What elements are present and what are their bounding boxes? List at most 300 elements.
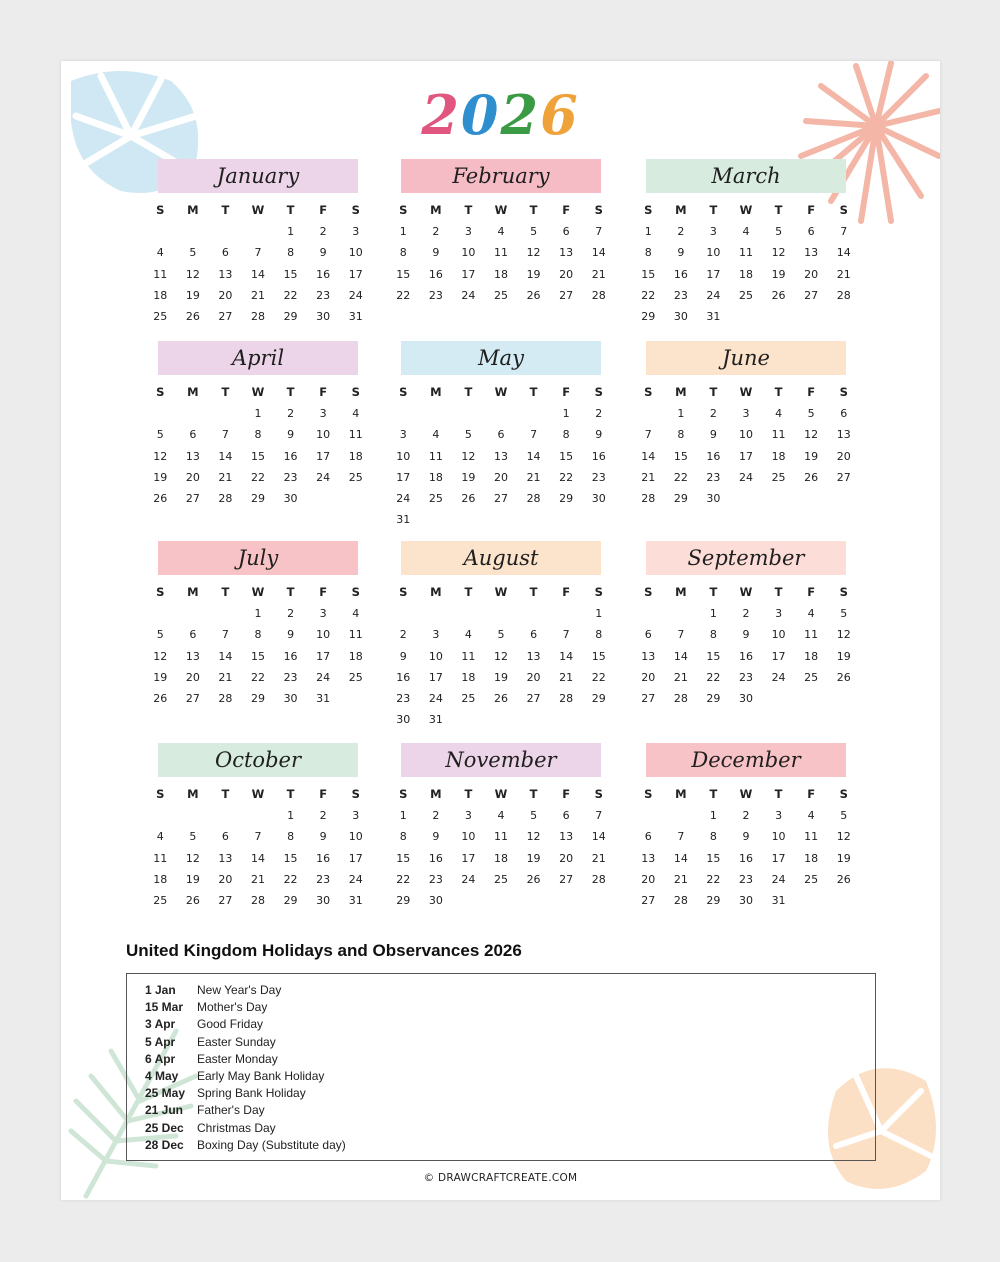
day-cell: 22 — [559, 470, 574, 484]
year-digit: 6 — [540, 83, 580, 147]
empty-cell — [420, 403, 453, 424]
weekday-header: S — [594, 585, 603, 599]
holiday-row — [127, 1016, 875, 1033]
month-december — [641, 743, 851, 911]
day-cell: 2 — [287, 407, 295, 420]
day-cell: 23 — [396, 692, 411, 706]
day-cell: 22 — [706, 872, 721, 886]
empty-cell — [144, 805, 177, 826]
day-cell: 28 — [559, 692, 574, 706]
holiday-date: 15 Mar — [145, 1000, 184, 1015]
day-cell: 21 — [218, 670, 233, 684]
day-cell: 3 — [352, 225, 360, 238]
weekday-header: W — [494, 385, 508, 399]
day-cell: 12 — [461, 449, 476, 463]
day-cell: 20 — [185, 670, 200, 684]
month-name: September — [646, 541, 846, 575]
empty-cell — [632, 805, 665, 826]
day-cell: 2 — [709, 407, 717, 420]
day-cell: 14 — [218, 649, 233, 663]
day-cell: 2 — [742, 607, 750, 620]
day-cell: 20 — [641, 872, 656, 886]
day-grid — [632, 581, 860, 709]
day-cell: 11 — [428, 449, 443, 463]
weekday-header: S — [399, 585, 408, 599]
day-cell: 25 — [461, 692, 476, 706]
day-cell: 23 — [673, 288, 688, 302]
day-cell: 12 — [185, 267, 200, 281]
day-cell: 31 — [348, 310, 363, 324]
weekday-header: T — [774, 203, 783, 217]
day-cell: 9 — [709, 428, 717, 442]
day-cell: 19 — [804, 449, 819, 463]
day-cell: 29 — [591, 692, 606, 706]
day-cell: 27 — [526, 692, 541, 706]
weekday-header: F — [562, 203, 571, 217]
day-cell: 16 — [283, 649, 298, 663]
day-cell: 19 — [526, 851, 541, 865]
day-cell: 16 — [396, 670, 411, 684]
weekday-header: W — [251, 787, 265, 801]
month-name: June — [646, 341, 846, 375]
weekday-header: T — [286, 585, 295, 599]
empty-cell — [209, 805, 242, 826]
day-cell: 9 — [399, 649, 407, 663]
weekday-header: S — [399, 203, 408, 217]
day-cell: 7 — [595, 809, 603, 822]
day-cell: 2 — [399, 628, 407, 642]
day-cell: 29 — [673, 492, 688, 506]
day-cell: 11 — [493, 246, 508, 260]
holiday-row — [127, 1051, 875, 1068]
day-cell: 31 — [428, 713, 443, 727]
day-cell: 29 — [396, 894, 411, 908]
weekday-header: W — [494, 585, 508, 599]
month-name: January — [158, 159, 358, 193]
day-cell: 8 — [595, 628, 603, 642]
day-cell: 28 — [250, 894, 265, 908]
month-name: March — [646, 159, 846, 193]
empty-cell — [144, 221, 177, 242]
empty-cell — [144, 603, 177, 624]
weekday-header: W — [739, 787, 753, 801]
holiday-date: 25 Dec — [145, 1120, 184, 1135]
empty-cell — [177, 603, 210, 624]
day-cell: 8 — [287, 830, 295, 844]
day-cell: 8 — [399, 830, 407, 844]
empty-cell — [517, 603, 550, 624]
weekday-header: T — [529, 385, 538, 399]
holidays-list — [126, 973, 876, 1161]
day-cell: 31 — [396, 513, 411, 527]
day-cell: 27 — [559, 872, 574, 886]
holiday-name: Spring Bank Holiday — [197, 1086, 306, 1101]
day-cell: 2 — [319, 225, 327, 238]
day-cell: 10 — [706, 246, 721, 260]
day-cell: 23 — [428, 288, 443, 302]
day-cell: 28 — [673, 692, 688, 706]
day-cell: 3 — [464, 225, 472, 238]
empty-cell — [177, 221, 210, 242]
day-cell: 13 — [836, 428, 851, 442]
day-cell: 19 — [526, 267, 541, 281]
day-cell: 14 — [559, 649, 574, 663]
day-cell: 13 — [493, 449, 508, 463]
weekday-header: W — [251, 385, 265, 399]
day-cell: 11 — [348, 628, 363, 642]
day-cell: 5 — [530, 225, 538, 238]
weekday-header: T — [529, 787, 538, 801]
day-cell: 24 — [771, 872, 786, 886]
day-cell: 18 — [493, 267, 508, 281]
day-cell: 26 — [804, 470, 819, 484]
weekday-header: S — [156, 787, 165, 801]
day-cell: 17 — [396, 470, 411, 484]
day-cell: 22 — [250, 670, 265, 684]
empty-cell — [420, 603, 453, 624]
day-cell: 7 — [254, 246, 262, 260]
holiday-row — [127, 982, 875, 999]
weekday-header: S — [351, 787, 360, 801]
day-cell: 24 — [348, 872, 363, 886]
day-grid — [144, 581, 372, 709]
holiday-date: 28 Dec — [145, 1137, 184, 1152]
weekday-header: T — [221, 385, 230, 399]
day-cell: 17 — [706, 267, 721, 281]
month-name: November — [401, 743, 601, 777]
day-cell: 5 — [189, 246, 197, 260]
month-name: July — [158, 541, 358, 575]
day-cell: 25 — [493, 872, 508, 886]
day-cell: 4 — [497, 225, 505, 238]
day-cell: 15 — [673, 449, 688, 463]
day-cell: 25 — [153, 894, 168, 908]
day-cell: 19 — [185, 872, 200, 886]
day-cell: 31 — [771, 894, 786, 908]
day-cell: 21 — [673, 872, 688, 886]
weekday-header: T — [221, 203, 230, 217]
day-cell: 25 — [348, 470, 363, 484]
weekday-header: M — [430, 787, 442, 801]
day-cell: 12 — [153, 449, 168, 463]
day-cell: 30 — [283, 692, 298, 706]
day-cell: 14 — [673, 649, 688, 663]
weekday-header: M — [675, 585, 687, 599]
day-cell: 28 — [591, 872, 606, 886]
day-cell: 16 — [738, 649, 753, 663]
holiday-row — [127, 999, 875, 1016]
weekday-header: M — [675, 385, 687, 399]
empty-cell — [550, 603, 583, 624]
day-cell: 18 — [153, 872, 168, 886]
day-cell: 7 — [677, 830, 685, 844]
day-cell: 15 — [706, 851, 721, 865]
day-cell: 21 — [591, 851, 606, 865]
empty-cell — [209, 403, 242, 424]
day-cell: 14 — [836, 246, 851, 260]
holiday-name: Early May Bank Holiday — [197, 1068, 325, 1083]
day-cell: 26 — [461, 492, 476, 506]
weekday-header: F — [807, 385, 816, 399]
day-cell: 2 — [677, 225, 685, 238]
day-cell: 4 — [807, 607, 815, 620]
weekday-header: T — [286, 385, 295, 399]
weekday-header: F — [562, 585, 571, 599]
day-cell: 24 — [461, 288, 476, 302]
day-cell: 29 — [706, 894, 721, 908]
day-cell: 1 — [644, 225, 652, 238]
day-cell: 30 — [316, 894, 331, 908]
day-cell: 3 — [432, 628, 440, 642]
day-cell: 20 — [493, 470, 508, 484]
day-cell: 1 — [709, 607, 717, 620]
day-cell: 28 — [218, 492, 233, 506]
day-cell: 15 — [591, 649, 606, 663]
day-cell: 6 — [840, 407, 848, 420]
weekday-header: F — [562, 787, 571, 801]
day-cell: 8 — [399, 246, 407, 260]
day-cell: 5 — [840, 809, 848, 822]
day-cell: 25 — [493, 288, 508, 302]
day-cell: 28 — [250, 310, 265, 324]
day-cell: 23 — [738, 670, 753, 684]
holiday-date: 1 Jan — [145, 983, 176, 997]
weekday-header: F — [319, 385, 328, 399]
day-cell: 7 — [644, 428, 652, 442]
day-cell: 20 — [526, 670, 541, 684]
day-cell: 22 — [706, 670, 721, 684]
holiday-name: Father's Day — [197, 1103, 265, 1118]
empty-cell — [452, 603, 485, 624]
day-cell: 12 — [836, 830, 851, 844]
holiday-row — [127, 1137, 875, 1154]
year-digit: 2 — [421, 83, 461, 147]
day-cell: 11 — [348, 428, 363, 442]
day-cell: 14 — [591, 246, 606, 260]
weekday-header: S — [351, 203, 360, 217]
day-cell: 26 — [185, 894, 200, 908]
day-cell: 3 — [775, 607, 783, 620]
day-cell: 9 — [319, 246, 327, 260]
day-cell: 21 — [836, 267, 851, 281]
month-august — [396, 541, 606, 731]
day-cell: 18 — [153, 288, 168, 302]
month-name: April — [158, 341, 358, 375]
day-cell: 1 — [399, 225, 407, 238]
day-cell: 6 — [497, 428, 505, 442]
holiday-name: Easter Sunday — [197, 1034, 276, 1049]
day-cell: 8 — [677, 428, 685, 442]
day-cell: 9 — [742, 628, 750, 642]
day-cell: 14 — [641, 449, 656, 463]
day-cell: 18 — [493, 851, 508, 865]
weekday-header: F — [807, 585, 816, 599]
weekday-header: T — [221, 585, 230, 599]
day-cell: 21 — [250, 288, 265, 302]
day-cell: 10 — [771, 830, 786, 844]
day-cell: 25 — [804, 872, 819, 886]
empty-cell — [632, 403, 665, 424]
month-july — [153, 541, 363, 709]
day-cell: 4 — [352, 407, 360, 420]
day-cell: 4 — [432, 428, 440, 442]
day-cell: 21 — [591, 267, 606, 281]
weekday-header: T — [464, 385, 473, 399]
day-cell: 10 — [738, 428, 753, 442]
holiday-row — [127, 1034, 875, 1051]
day-cell: 10 — [396, 449, 411, 463]
weekday-header: F — [319, 203, 328, 217]
holiday-name: Christmas Day — [197, 1120, 276, 1135]
day-cell: 6 — [562, 225, 570, 238]
day-cell: 12 — [153, 649, 168, 663]
weekday-header: T — [286, 203, 295, 217]
weekday-header: W — [494, 787, 508, 801]
day-cell: 21 — [559, 670, 574, 684]
day-cell: 15 — [641, 267, 656, 281]
month-may — [396, 341, 606, 531]
day-cell: 19 — [153, 670, 168, 684]
day-cell: 10 — [428, 649, 443, 663]
month-september — [641, 541, 851, 709]
day-cell: 4 — [464, 628, 472, 642]
weekday-header: S — [644, 203, 653, 217]
month-june — [641, 341, 851, 509]
day-cell: 3 — [399, 428, 407, 442]
month-march — [641, 159, 851, 327]
empty-cell — [209, 221, 242, 242]
day-cell: 5 — [775, 225, 783, 238]
empty-cell — [242, 805, 275, 826]
day-cell: 26 — [771, 288, 786, 302]
weekday-header: S — [399, 385, 408, 399]
holiday-date: 4 May — [145, 1068, 179, 1083]
day-cell: 23 — [428, 872, 443, 886]
day-cell: 3 — [775, 809, 783, 822]
holiday-date: 6 Apr — [145, 1051, 176, 1066]
day-cell: 4 — [742, 225, 750, 238]
day-cell: 7 — [221, 628, 229, 642]
weekday-header: F — [319, 787, 328, 801]
weekday-header: W — [251, 203, 265, 217]
day-cell: 7 — [562, 628, 570, 642]
weekday-header: S — [839, 585, 848, 599]
weekday-header: T — [286, 787, 295, 801]
day-cell: 17 — [316, 649, 331, 663]
day-cell: 5 — [156, 428, 164, 442]
weekday-header: S — [399, 787, 408, 801]
day-grid — [144, 381, 372, 509]
day-cell: 30 — [673, 310, 688, 324]
day-cell: 25 — [348, 670, 363, 684]
weekday-header: T — [529, 585, 538, 599]
day-cell: 17 — [738, 449, 753, 463]
day-cell: 7 — [254, 830, 262, 844]
day-cell: 11 — [804, 628, 819, 642]
weekday-header: M — [430, 585, 442, 599]
day-cell: 29 — [706, 692, 721, 706]
day-cell: 29 — [283, 310, 298, 324]
day-cell: 27 — [185, 492, 200, 506]
weekday-header: W — [739, 385, 753, 399]
day-cell: 5 — [530, 809, 538, 822]
day-cell: 9 — [432, 830, 440, 844]
day-cell: 24 — [316, 470, 331, 484]
holiday-row — [127, 1102, 875, 1119]
empty-cell — [177, 403, 210, 424]
month-november — [396, 743, 606, 911]
month-name: December — [646, 743, 846, 777]
day-cell: 6 — [644, 830, 652, 844]
day-cell: 27 — [804, 288, 819, 302]
day-cell: 14 — [591, 830, 606, 844]
day-cell: 9 — [287, 628, 295, 642]
weekday-header: M — [187, 385, 199, 399]
day-cell: 11 — [804, 830, 819, 844]
weekday-header: T — [774, 585, 783, 599]
day-cell: 10 — [348, 246, 363, 260]
day-cell: 11 — [771, 428, 786, 442]
day-cell: 19 — [771, 267, 786, 281]
day-cell: 13 — [804, 246, 819, 260]
day-cell: 13 — [218, 267, 233, 281]
day-cell: 31 — [706, 310, 721, 324]
empty-cell — [387, 603, 420, 624]
weekday-header: T — [529, 203, 538, 217]
month-february — [396, 159, 606, 306]
day-cell: 17 — [771, 649, 786, 663]
day-cell: 11 — [738, 246, 753, 260]
day-cell: 8 — [709, 830, 717, 844]
day-cell: 1 — [595, 607, 603, 620]
day-cell: 3 — [742, 407, 750, 420]
day-cell: 24 — [348, 288, 363, 302]
day-cell: 21 — [250, 872, 265, 886]
day-cell: 20 — [641, 670, 656, 684]
empty-cell — [452, 403, 485, 424]
holidays-title: United Kingdom Holidays and Observances 2026 — [126, 941, 522, 960]
day-cell: 27 — [641, 692, 656, 706]
day-cell: 16 — [283, 449, 298, 463]
day-cell: 26 — [153, 692, 168, 706]
day-cell: 11 — [153, 851, 168, 865]
day-cell: 16 — [591, 449, 606, 463]
day-cell: 23 — [283, 670, 298, 684]
day-cell: 9 — [287, 428, 295, 442]
day-cell: 22 — [283, 288, 298, 302]
day-cell: 9 — [742, 830, 750, 844]
weekday-header: W — [739, 203, 753, 217]
empty-cell — [177, 805, 210, 826]
day-cell: 29 — [641, 310, 656, 324]
day-cell: 3 — [319, 407, 327, 420]
day-cell: 10 — [461, 246, 476, 260]
day-cell: 3 — [709, 225, 717, 238]
day-cell: 8 — [254, 628, 262, 642]
day-cell: 18 — [348, 649, 363, 663]
weekday-header: T — [709, 203, 718, 217]
day-cell: 22 — [641, 288, 656, 302]
day-cell: 24 — [461, 872, 476, 886]
holiday-name: Good Friday — [197, 1017, 264, 1032]
day-cell: 4 — [775, 407, 783, 420]
weekday-header: F — [319, 585, 328, 599]
weekday-header: S — [351, 385, 360, 399]
day-cell: 12 — [526, 246, 541, 260]
weekday-header: T — [774, 385, 783, 399]
day-cell: 2 — [595, 407, 603, 420]
month-january — [153, 159, 363, 327]
